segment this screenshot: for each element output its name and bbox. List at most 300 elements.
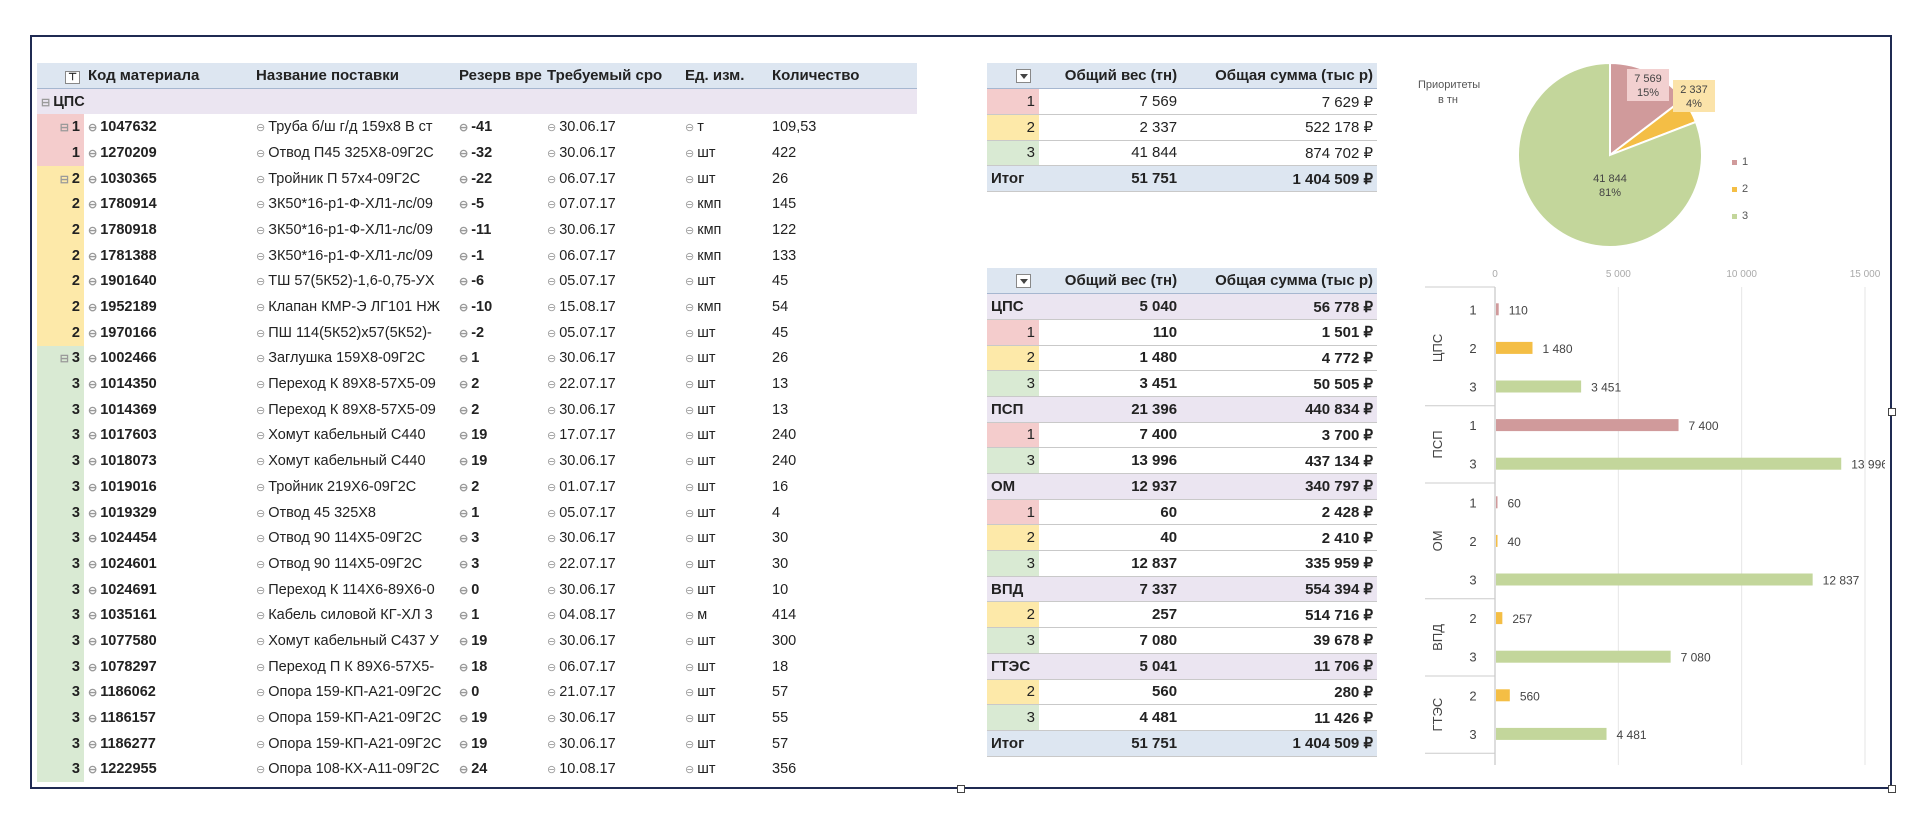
delivery-name-cell[interactable] [244,397,455,423]
expand-icon[interactable]: ⊖ [88,250,98,263]
reserve-cell[interactable] [455,500,543,526]
material-code-cell[interactable] [84,397,244,423]
pivot-row-label[interactable]: 1 [987,422,1039,448]
expand-icon[interactable]: ⊖ [459,379,469,392]
table-row[interactable] [37,346,917,372]
table-row[interactable] [37,294,917,320]
pivot-weight-cell[interactable]: 41 844 [1039,140,1181,166]
expand-icon[interactable]: ⊖ [88,147,98,160]
material-code-cell[interactable] [84,525,244,551]
unit-cell[interactable] [675,731,768,757]
pivot-row-label[interactable]: ОМ [987,474,1039,500]
expand-icon[interactable]: ⊖ [256,147,266,160]
quantity-cell[interactable] [768,705,917,731]
quantity-cell[interactable] [768,320,917,346]
table-row[interactable] [37,680,917,706]
pivot-sum-cell[interactable]: 514 716 ₽ [1181,602,1377,628]
table-row[interactable] [37,166,917,192]
bar[interactable] [1496,612,1502,624]
expand-icon[interactable]: ⊖ [88,661,98,674]
pivot-total-sum[interactable]: 1 404 509 ₽ [1181,166,1377,192]
unit-cell[interactable] [675,654,768,680]
bar[interactable] [1496,574,1813,586]
col-header-reserve[interactable]: Резерв вре [459,67,542,85]
pivot-sum-cell[interactable]: 522 178 ₽ [1181,114,1377,140]
delivery-name-cell[interactable] [244,705,455,731]
unit-cell[interactable] [675,243,768,269]
legend-entry[interactable]: 3 [1742,210,1749,222]
pivot2-col-weight[interactable]: Общий вес (тн) [1039,268,1181,294]
reserve-cell[interactable] [455,191,543,217]
required-date-cell[interactable] [543,346,675,372]
pivot-total-sum[interactable]: 1 404 509 ₽ [1181,730,1377,756]
quantity-cell[interactable] [768,731,917,757]
unit-cell[interactable] [675,294,768,320]
pivot-weight-cell[interactable]: 110 [1039,319,1181,345]
expand-icon[interactable]: ⊖ [685,224,695,237]
expand-icon[interactable]: ⊖ [685,199,695,212]
required-date-cell[interactable] [543,294,675,320]
expand-icon[interactable]: ⊖ [547,533,557,546]
pivot-weight-cell[interactable]: 60 [1039,499,1181,525]
reserve-cell[interactable] [455,397,543,423]
legend-entry[interactable]: 2 [1742,183,1749,195]
pivot2-col-sum[interactable]: Общая сумма (тыс р) [1181,268,1377,294]
table-row[interactable] [37,628,917,654]
pivot-row-label[interactable]: 2 [987,525,1039,551]
expand-icon[interactable]: ⊖ [547,713,557,726]
expand-icon[interactable]: ⊖ [88,713,98,726]
pivot-sum-cell[interactable]: 11 706 ₽ [1181,653,1377,679]
expand-icon[interactable]: ⊖ [88,558,98,571]
table-row[interactable] [37,731,917,757]
expand-icon[interactable]: ⊖ [256,481,266,494]
reserve-cell[interactable] [455,217,543,243]
pivot-row[interactable] [987,345,1377,371]
expand-icon[interactable]: ⊖ [685,430,695,443]
quantity-cell[interactable] [768,243,917,269]
table-row[interactable] [37,243,917,269]
bar-chart[interactable] [1425,265,1885,765]
material-code-cell[interactable] [84,757,244,783]
unit-cell[interactable] [675,371,768,397]
quantity-cell[interactable] [768,500,917,526]
required-date-cell[interactable] [543,166,675,192]
quantity-cell[interactable] [768,448,917,474]
expand-icon[interactable]: ⊖ [88,224,98,237]
material-code-cell[interactable] [84,602,244,628]
quantity-cell[interactable] [768,269,917,295]
pivot1-col-weight[interactable]: Общий вес (тн) [1039,63,1181,89]
required-date-cell[interactable] [543,680,675,706]
pivot-row-label[interactable]: 3 [987,448,1039,474]
priority-cell[interactable] [37,474,84,500]
delivery-name-cell[interactable] [244,680,455,706]
expand-icon[interactable]: ⊖ [685,302,695,315]
bar[interactable] [1496,535,1498,547]
table-row[interactable] [37,217,917,243]
group-row[interactable] [37,89,917,115]
pivot-row[interactable] [987,371,1377,397]
required-date-cell[interactable] [543,448,675,474]
pivot-row[interactable] [987,89,1377,115]
material-code-cell[interactable] [84,243,244,269]
pivot-row-label[interactable]: ВПД [987,576,1039,602]
expand-icon[interactable]: ⊖ [256,173,266,186]
expand-icon[interactable]: ⊖ [547,610,557,623]
expand-icon[interactable]: ⊖ [256,610,266,623]
col-header-name[interactable]: Название поставки [256,67,399,85]
pivot-row-label[interactable]: ЦПС [987,294,1039,320]
pivot-row[interactable] [987,422,1377,448]
resize-handle-right[interactable] [1888,408,1896,416]
expand-icon[interactable]: ⊖ [88,584,98,597]
pivot-sum-cell[interactable]: 335 959 ₽ [1181,551,1377,577]
table-row[interactable] [37,474,917,500]
quantity-cell[interactable] [768,680,917,706]
required-date-cell[interactable] [543,191,675,217]
expand-icon[interactable]: ⊖ [256,738,266,751]
required-date-cell[interactable] [543,602,675,628]
required-date-cell[interactable] [543,551,675,577]
reserve-cell[interactable] [455,346,543,372]
filter-dropdown-icon[interactable] [1016,69,1031,83]
expand-icon[interactable]: ⊖ [88,353,98,366]
unit-cell[interactable] [675,500,768,526]
reserve-cell[interactable] [455,474,543,500]
expand-icon[interactable]: ⊖ [547,147,557,160]
expand-icon[interactable]: ⊖ [685,276,695,289]
pivot-row-label[interactable]: 2 [987,602,1039,628]
expand-icon[interactable]: ⊖ [88,199,98,212]
bar[interactable] [1496,303,1499,315]
expand-icon[interactable]: ⊖ [685,584,695,597]
pivot-row[interactable] [987,628,1377,654]
expand-icon[interactable]: ⊖ [685,327,695,340]
expand-icon[interactable]: ⊖ [256,379,266,392]
expand-icon[interactable]: ⊖ [88,738,98,751]
reserve-cell[interactable] [455,166,543,192]
pivot-row[interactable] [987,551,1377,577]
delivery-name-cell[interactable] [244,320,455,346]
expand-icon[interactable]: ⊖ [459,199,469,212]
expand-icon[interactable]: ⊖ [88,764,98,777]
expand-icon[interactable]: ⊖ [459,224,469,237]
table-row[interactable] [37,191,917,217]
delivery-name-cell[interactable] [244,346,455,372]
pivot-sum-cell[interactable]: 340 797 ₽ [1181,474,1377,500]
expand-icon[interactable]: ⊖ [256,456,266,469]
pivot-row[interactable] [987,602,1377,628]
unit-cell[interactable] [675,474,768,500]
priority-cell[interactable] [37,217,84,243]
expand-icon[interactable]: ⊖ [256,199,266,212]
priority-cell[interactable] [37,269,84,295]
expand-icon[interactable]: ⊖ [685,379,695,392]
quantity-cell[interactable] [768,654,917,680]
table-row[interactable] [37,525,917,551]
unit-cell[interactable] [675,166,768,192]
material-code-cell[interactable] [84,320,244,346]
unit-cell[interactable] [675,551,768,577]
material-code-cell[interactable] [84,166,244,192]
priority-cell[interactable] [37,423,84,449]
expand-icon[interactable]: ⊖ [88,276,98,289]
expand-icon[interactable]: ⊖ [256,764,266,777]
table-row[interactable] [37,269,917,295]
expand-icon[interactable]: ⊖ [256,250,266,263]
reserve-cell[interactable] [455,140,543,166]
material-code-cell[interactable] [84,346,244,372]
priority-cell[interactable] [37,371,84,397]
expand-icon[interactable]: ⊖ [685,404,695,417]
pivot-total-weight[interactable]: 51 751 [1039,730,1181,756]
expand-icon[interactable]: ⊖ [459,507,469,520]
quantity-cell[interactable] [768,602,917,628]
reserve-cell[interactable] [455,680,543,706]
expand-icon[interactable]: ⊖ [88,687,98,700]
material-code-cell[interactable] [84,551,244,577]
bar[interactable] [1496,342,1533,354]
pivot-row-label[interactable]: 3 [987,705,1039,731]
delivery-name-cell[interactable] [244,602,455,628]
delivery-name-cell[interactable] [244,166,455,192]
pivot1-col-sum[interactable]: Общая сумма (тыс р) [1181,63,1377,89]
expand-icon[interactable]: ⊖ [547,250,557,263]
material-code-cell[interactable] [84,269,244,295]
quantity-cell[interactable] [768,577,917,603]
expand-icon[interactable]: ⊖ [685,687,695,700]
material-code-cell[interactable] [84,114,244,140]
material-code-cell[interactable] [84,371,244,397]
reserve-cell[interactable] [455,371,543,397]
material-code-cell[interactable] [84,191,244,217]
priority-cell[interactable] [37,346,84,372]
expand-icon[interactable]: ⊖ [685,713,695,726]
table-row[interactable] [37,757,917,783]
expand-icon[interactable]: ⊖ [459,327,469,340]
material-code-cell[interactable] [84,628,244,654]
pivot-row-label[interactable]: 2 [987,345,1039,371]
expand-icon[interactable]: ⊖ [256,687,266,700]
required-date-cell[interactable] [543,114,675,140]
delivery-name-cell[interactable] [244,269,455,295]
bar[interactable] [1496,458,1841,470]
reserve-cell[interactable] [455,423,543,449]
expand-icon[interactable]: ⊖ [459,558,469,571]
expand-icon[interactable]: ⊖ [256,353,266,366]
material-code-cell[interactable] [84,654,244,680]
required-date-cell[interactable] [543,371,675,397]
col-header-date[interactable]: Требуемый сро [547,67,663,85]
expand-icon[interactable]: ⊖ [256,276,266,289]
pivot-weight-cell[interactable]: 21 396 [1039,396,1181,422]
required-date-cell[interactable] [543,525,675,551]
pivot-row-label[interactable]: ГТЭС [987,653,1039,679]
pivot-row[interactable] [987,653,1377,679]
quantity-cell[interactable] [768,628,917,654]
pivot-row[interactable] [987,474,1377,500]
pivot-row[interactable] [987,319,1377,345]
expand-icon[interactable]: ⊖ [256,224,266,237]
unit-cell[interactable] [675,191,768,217]
pivot-weight-cell[interactable]: 560 [1039,679,1181,705]
pivot-weight-cell[interactable]: 13 996 [1039,448,1181,474]
expand-icon[interactable]: ⊖ [256,430,266,443]
priority-cell[interactable] [37,140,84,166]
expand-icon[interactable]: ⊖ [459,430,469,443]
pivot-row[interactable] [987,679,1377,705]
expand-icon[interactable]: ⊖ [88,404,98,417]
expand-icon[interactable]: ⊖ [256,558,266,571]
expand-icon[interactable]: ⊖ [88,173,98,186]
expand-icon[interactable]: ⊖ [685,610,695,623]
table-row[interactable] [37,602,917,628]
expand-icon[interactable]: ⊖ [547,379,557,392]
delivery-name-cell[interactable] [244,500,455,526]
expand-icon[interactable]: ⊖ [256,507,266,520]
unit-cell[interactable] [675,346,768,372]
pivot-row[interactable] [987,576,1377,602]
pivot-weight-cell[interactable]: 12 937 [1039,474,1181,500]
expand-icon[interactable]: ⊖ [88,610,98,623]
unit-cell[interactable] [675,680,768,706]
resize-handle-corner[interactable] [1888,785,1896,793]
expand-icon[interactable]: ⊖ [459,764,469,777]
expand-icon[interactable]: ⊖ [547,456,557,469]
material-code-cell[interactable] [84,140,244,166]
priority-cell[interactable] [37,602,84,628]
expand-icon[interactable]: ⊖ [459,250,469,263]
unit-cell[interactable] [675,269,768,295]
expand-icon[interactable]: ⊖ [256,122,266,135]
pivot-sum-cell[interactable]: 11 426 ₽ [1181,705,1377,731]
expand-icon[interactable]: ⊖ [88,481,98,494]
pivot-sum-cell[interactable]: 440 834 ₽ [1181,396,1377,422]
expand-icon[interactable]: ⊖ [459,584,469,597]
delivery-name-cell[interactable] [244,371,455,397]
pivot-total-row[interactable] [987,166,1377,192]
pivot-row[interactable] [987,525,1377,551]
pivot-sum-cell[interactable]: 4 772 ₽ [1181,345,1377,371]
material-code-cell[interactable] [84,680,244,706]
table-row[interactable] [37,705,917,731]
delivery-name-cell[interactable] [244,294,455,320]
required-date-cell[interactable] [543,474,675,500]
expand-icon[interactable]: ⊖ [88,327,98,340]
priority-cell[interactable] [37,448,84,474]
expand-icon[interactable]: ⊖ [685,173,695,186]
quantity-cell[interactable] [768,423,917,449]
reserve-cell[interactable] [455,551,543,577]
quantity-cell[interactable] [768,551,917,577]
table-row[interactable] [37,140,917,166]
pivot-weight-cell[interactable]: 7 400 [1039,422,1181,448]
delivery-name-cell[interactable] [244,551,455,577]
delivery-name-cell[interactable] [244,757,455,783]
unit-cell[interactable] [675,423,768,449]
pivot-weight-cell[interactable]: 40 [1039,525,1181,551]
required-date-cell[interactable] [543,577,675,603]
reserve-cell[interactable] [455,525,543,551]
expand-icon[interactable]: ⊖ [459,481,469,494]
priority-cell[interactable] [37,654,84,680]
pivot-sum-cell[interactable]: 39 678 ₽ [1181,628,1377,654]
expand-icon[interactable]: ⊖ [88,507,98,520]
priority-cell[interactable] [37,757,84,783]
quantity-cell[interactable] [768,217,917,243]
expand-icon[interactable]: ⊖ [547,430,557,443]
delivery-name-cell[interactable] [244,577,455,603]
filter-icon[interactable]: ⊤ [37,63,84,89]
reserve-cell[interactable] [455,602,543,628]
bar[interactable] [1496,728,1607,740]
pivot-weight-cell[interactable]: 1 480 [1039,345,1181,371]
pivot-total-weight[interactable]: 51 751 [1039,166,1181,192]
pivot-sum-cell[interactable]: 50 505 ₽ [1181,371,1377,397]
pivot-weight-cell[interactable]: 7 569 [1039,89,1181,115]
pivot-total-label[interactable]: Итог [987,166,1039,192]
col-header-qty[interactable]: Количество [772,67,860,85]
collapse-icon[interactable]: ⊟ [59,122,69,135]
pivot-row[interactable] [987,294,1377,320]
expand-icon[interactable]: ⊖ [547,276,557,289]
quantity-cell[interactable] [768,166,917,192]
pivot-row-label[interactable]: 2 [987,679,1039,705]
pivot-sum-cell[interactable]: 2 428 ₽ [1181,499,1377,525]
expand-icon[interactable]: ⊖ [685,764,695,777]
pivot-row-label[interactable]: ПСП [987,396,1039,422]
bar[interactable] [1496,496,1498,508]
expand-icon[interactable]: ⊖ [459,147,469,160]
expand-icon[interactable]: ⊖ [459,122,469,135]
pivot-sum-cell[interactable]: 554 394 ₽ [1181,576,1377,602]
collapse-icon[interactable]: ⊟ [41,96,51,109]
expand-icon[interactable]: ⊖ [459,713,469,726]
delivery-name-cell[interactable] [244,628,455,654]
expand-icon[interactable]: ⊖ [547,661,557,674]
table-row[interactable] [37,320,917,346]
pivot-row-label[interactable]: 3 [987,551,1039,577]
reserve-cell[interactable] [455,654,543,680]
required-date-cell[interactable] [543,243,675,269]
expand-icon[interactable]: ⊖ [547,224,557,237]
priority-cell[interactable] [37,680,84,706]
expand-icon[interactable]: ⊖ [685,661,695,674]
pivot-sum-cell[interactable]: 437 134 ₽ [1181,448,1377,474]
expand-icon[interactable]: ⊖ [547,353,557,366]
delivery-name-cell[interactable] [244,654,455,680]
pivot-row-label[interactable]: 1 [987,319,1039,345]
expand-icon[interactable]: ⊖ [685,533,695,546]
material-code-cell[interactable] [84,423,244,449]
expand-icon[interactable]: ⊖ [547,302,557,315]
bar[interactable] [1496,419,1679,431]
pivot-weight-cell[interactable]: 2 337 [1039,114,1181,140]
pivot-row-label[interactable]: 2 [987,114,1039,140]
quantity-cell[interactable] [768,191,917,217]
unit-cell[interactable] [675,320,768,346]
expand-icon[interactable]: ⊖ [459,456,469,469]
priority-cell[interactable] [37,628,84,654]
expand-icon[interactable]: ⊖ [256,404,266,417]
unit-cell[interactable] [675,140,768,166]
expand-icon[interactable]: ⊖ [547,764,557,777]
expand-icon[interactable]: ⊖ [459,173,469,186]
required-date-cell[interactable] [543,705,675,731]
expand-icon[interactable]: ⊖ [459,404,469,417]
expand-icon[interactable]: ⊖ [256,327,266,340]
